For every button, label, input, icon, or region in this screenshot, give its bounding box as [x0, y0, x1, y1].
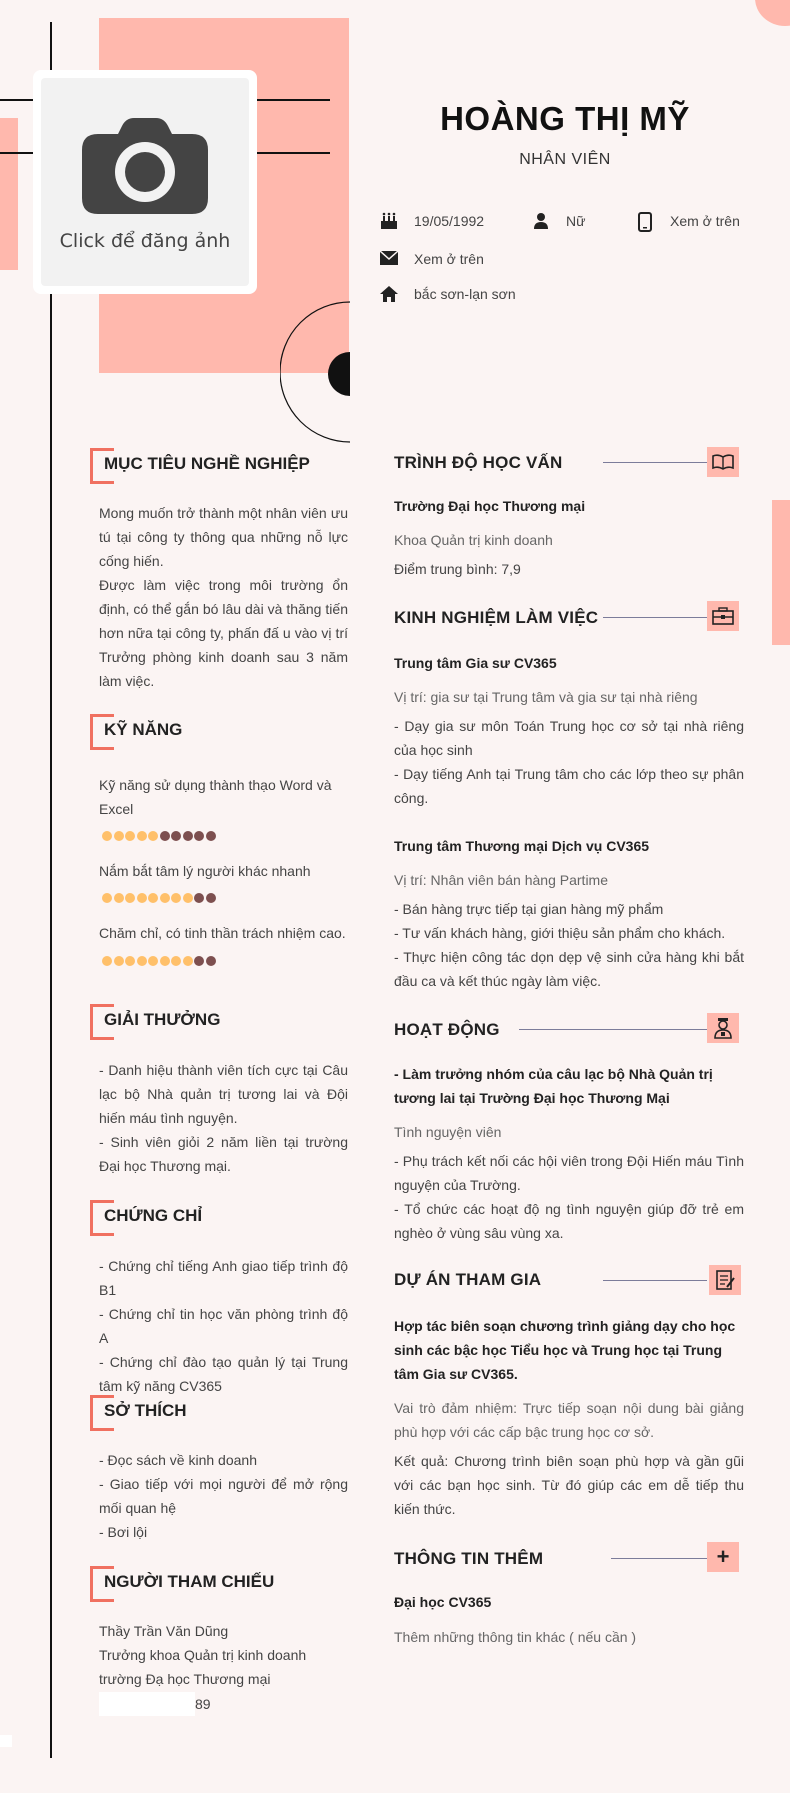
skill-dot-filled — [125, 893, 135, 903]
awards-text — [99, 1058, 348, 1178]
heading-bracket — [90, 1004, 114, 1040]
job-title: NHÂN VIÊN — [519, 151, 611, 168]
job-task: - Bán hàng trực tiếp tại gian hàng mỹ phẩm — [394, 901, 664, 917]
experience-divider — [603, 617, 707, 618]
decorative-arc — [280, 300, 350, 445]
job-tasks — [394, 714, 744, 810]
skill-dot-filled — [160, 893, 170, 903]
project-title: Hợp tác biên soạn chương trình giảng dạy cho học sinh các bậc học Tiểu học và Trung học tại Trung tâm Gia sư CV365. — [394, 1318, 736, 1382]
heading-bracket — [90, 1566, 114, 1602]
activities-heading: HOẠT ĐỘNG — [394, 1020, 500, 1039]
skill-dot-filled — [102, 956, 112, 966]
skill-dot-empty — [194, 831, 204, 841]
job-company: Trung tâm Gia sư CV365 — [394, 655, 557, 671]
objective-text — [99, 501, 348, 693]
person-activity-icon — [713, 1017, 733, 1039]
activity-items — [394, 1149, 744, 1245]
skill-name: Chăm chỉ, có tinh thần trách nhiệm cao. — [99, 925, 346, 941]
skill-dot-filled — [148, 893, 158, 903]
certificate-item: - Chứng chỉ tin học văn phòng trình độ A — [99, 1306, 348, 1346]
envelope-icon — [378, 250, 400, 268]
objective-p1: Mong muốn trở thành một nhân viên ưu tú tại công ty thông qua những nỗ lực cống hiến. — [99, 505, 348, 569]
education-gpa: Điểm trung bình: 7,9 — [394, 561, 521, 577]
skill-dot-empty — [194, 893, 204, 903]
reference-name: Thầy Trần Văn Dũng — [99, 1623, 229, 1639]
skill-dot-filled — [171, 956, 181, 966]
left-pink-strip — [0, 118, 18, 270]
skill-dot-filled — [125, 956, 135, 966]
hobbies-heading: SỞ THÍCH — [90, 1395, 187, 1431]
awards-heading: GIẢI THƯỞNG — [90, 1004, 220, 1040]
project-role: Vai trò đảm nhiệm: Trực tiếp soạn nội dung bài giảng phù hợp với các cấp bậc trung học cơ sở. — [394, 1400, 744, 1440]
upload-photo-label: Click để đăng ảnh — [59, 230, 231, 252]
job-company: Trung tâm Thương mại Dịch vụ CV365 — [394, 838, 650, 854]
book-icon — [712, 454, 734, 470]
certificate-item: - Chứng chỉ tiếng Anh giao tiếp trình độ B1 — [99, 1258, 348, 1298]
skill-dot-filled — [102, 831, 112, 841]
job-position: Vị trí: gia sư tại Trung tâm và gia sư tại nhà riêng — [394, 689, 698, 705]
project-document-icon — [715, 1269, 735, 1291]
gender-value: Nữ — [566, 213, 586, 229]
activities-divider — [519, 1029, 707, 1030]
projects-icon-box — [709, 1265, 741, 1295]
address-value: bắc sơn-lạn sơn — [414, 286, 516, 302]
certificates-heading: CHỨNG CHỈ — [90, 1200, 202, 1236]
certificate-item: - Chứng chỉ đào tạo quản lý tại Trung tâm kỹ năng CV365 — [99, 1354, 348, 1394]
home-icon — [378, 285, 400, 303]
hobby-item: - Giao tiếp với mọi người để mở rộng mối quan hệ — [99, 1476, 348, 1516]
objective-heading: MỤC TIÊU NGHỀ NGHIỆP — [90, 448, 310, 484]
photo-placeholder[interactable] — [41, 78, 249, 286]
extra-divider — [611, 1558, 707, 1559]
experience-icon-box — [707, 601, 739, 631]
job-task: - Thực hiện công tác dọn dẹp vệ sinh cửa hàng khi bắt đầu ca và kết thúc ngày làm việc. — [394, 949, 744, 989]
user-icon — [530, 212, 552, 230]
education-divider — [603, 462, 707, 463]
skill-dot-filled — [114, 893, 124, 903]
skill-dot-filled — [137, 893, 147, 903]
job-task: - Dạy gia sư môn Toán Trung học cơ sở tại nhà riêng của học sinh — [394, 718, 744, 758]
projects-heading: DỰ ÁN THAM GIA — [394, 1270, 542, 1289]
email-value: Xem ở trên — [414, 251, 484, 267]
skill-dot-empty — [206, 956, 216, 966]
skill-dot-filled — [171, 893, 181, 903]
extra-title: Đại học CV365 — [394, 1594, 492, 1610]
skill-dot-filled — [160, 956, 170, 966]
skill-dot-empty — [171, 831, 181, 841]
skill-dot-empty — [183, 831, 193, 841]
activity-item: - Tổ chức các hoạt độ ng tình nguyện giúp đỡ trẻ em nghèo ở vùng sâu vùng xa. — [394, 1201, 744, 1241]
skill-dot-filled — [114, 831, 124, 841]
camera-icon — [82, 118, 208, 214]
skill-dot-filled — [183, 956, 193, 966]
birthday-value: 19/05/1992 — [414, 213, 485, 229]
extra-note: Thêm những thông tin khác ( nếu cần ) — [394, 1629, 637, 1645]
reference-phone-mask — [99, 1692, 195, 1716]
skill-dot-filled — [125, 831, 135, 841]
projects-divider — [603, 1280, 707, 1281]
activity-item: - Phụ trách kết nối các hội viên trong Đội Hiến máu Tình nguyện của Trường. — [394, 1153, 744, 1193]
activity-role: Tình nguyện viên — [394, 1124, 502, 1140]
address-row — [378, 285, 516, 303]
photo-frame[interactable] — [33, 70, 257, 294]
objective-p2: Được làm việc trong môi trường ổn định, có thể gắn bó lâu dài và thăng tiến hơn nữa tại công ty, phấn đấ u vào vị trí Trưởng phòng kinh doanh sau 3 năm làm việc. — [99, 577, 348, 689]
education-faculty: Khoa Quản trị kinh doanh — [394, 532, 553, 548]
heading-bracket — [90, 448, 114, 484]
add-info-button[interactable]: + — [707, 1542, 739, 1572]
award-item: - Danh hiệu thành viên tích cực tại Câu lạc bộ Nhà quản trị tương lai và Đội hiến máu tình nguyện. — [99, 1062, 348, 1126]
briefcase-icon — [712, 607, 734, 625]
corner-circle — [755, 0, 790, 26]
skill-dot-filled — [148, 956, 158, 966]
skill-dot-filled — [137, 831, 147, 841]
birthday-row — [378, 212, 484, 230]
job-position: Vị trí: Nhân viên bán hàng Partime — [394, 872, 609, 888]
experience-heading: KINH NGHIỆM LÀM VIỆC — [394, 608, 599, 627]
full-name: HOÀNG THỊ MỸ — [440, 100, 690, 137]
skill-dot-empty — [160, 831, 170, 841]
phone-value: Xem ở trên — [670, 213, 740, 229]
skills-heading: KỸ NĂNG — [90, 714, 182, 750]
job-task: - Tư vấn khách hàng, giới thiệu sản phẩm cho khách. — [394, 925, 726, 941]
phone-row — [634, 212, 740, 230]
reference-phone-tail: 89 — [195, 1696, 211, 1712]
skill-dot-filled — [148, 831, 158, 841]
hobbies-text — [99, 1448, 348, 1544]
education-heading: TRÌNH ĐỘ HỌC VẤN — [394, 453, 563, 472]
extra-heading: THÔNG TIN THÊM — [394, 1549, 544, 1568]
skill-name: Nắm bắt tâm lý người khác nhanh — [99, 863, 311, 879]
references-heading: NGƯỜI THAM CHIẾU — [90, 1566, 274, 1602]
certificates-text — [99, 1254, 348, 1398]
education-school: Trường Đại học Thương mại — [394, 498, 586, 514]
activity-title: - Làm trưởng nhóm của câu lạc bộ Nhà Quản trị tương lai tại Trường Đại học Thương Mại — [394, 1066, 713, 1106]
right-pink-strip — [772, 500, 790, 645]
hobby-item: - Đọc sách về kinh doanh — [99, 1452, 257, 1468]
education-icon-box — [707, 447, 739, 477]
heading-bracket — [90, 714, 114, 750]
skill-dot-filled — [102, 893, 112, 903]
skill-dot-filled — [183, 893, 193, 903]
skill-dot-empty — [206, 893, 216, 903]
gender-row — [530, 212, 585, 230]
email-row — [378, 250, 484, 268]
skill-rating — [102, 956, 216, 966]
heading-bracket — [90, 1395, 114, 1431]
skill-dot-filled — [137, 956, 147, 966]
heading-bracket — [90, 1200, 114, 1236]
project-result: Kết quả: Chương trình biên soạn phù hợp và gần gũi với các bạn học sinh. Từ đó giúp các em dễ tiếp thu kiến thức. — [394, 1453, 744, 1517]
job-tasks — [394, 897, 744, 993]
skill-dot-empty — [194, 956, 204, 966]
skill-rating — [102, 831, 216, 841]
activities-icon-box — [707, 1013, 739, 1043]
phone-icon — [634, 212, 656, 230]
reference-position: Trưởng khoa Quản trị kinh doanh trường Đạ học Thương mại — [99, 1647, 307, 1687]
skill-rating — [102, 893, 216, 903]
references-text — [99, 1619, 348, 1691]
skill-name: Kỹ năng sử dụng thành thạo Word và Excel — [99, 777, 332, 817]
cake-icon — [378, 212, 400, 230]
award-item: - Sinh viên giỏi 2 năm liền tại trường Đại học Thương mại. — [99, 1134, 348, 1174]
job-task: - Dạy tiếng Anh tại Trung tâm cho các lớp theo sự phân công. — [394, 766, 744, 806]
skill-dot-empty — [206, 831, 216, 841]
hobby-item: - Bơi lội — [99, 1524, 148, 1540]
bottom-left-mark — [0, 1735, 12, 1747]
skill-dot-filled — [114, 956, 124, 966]
